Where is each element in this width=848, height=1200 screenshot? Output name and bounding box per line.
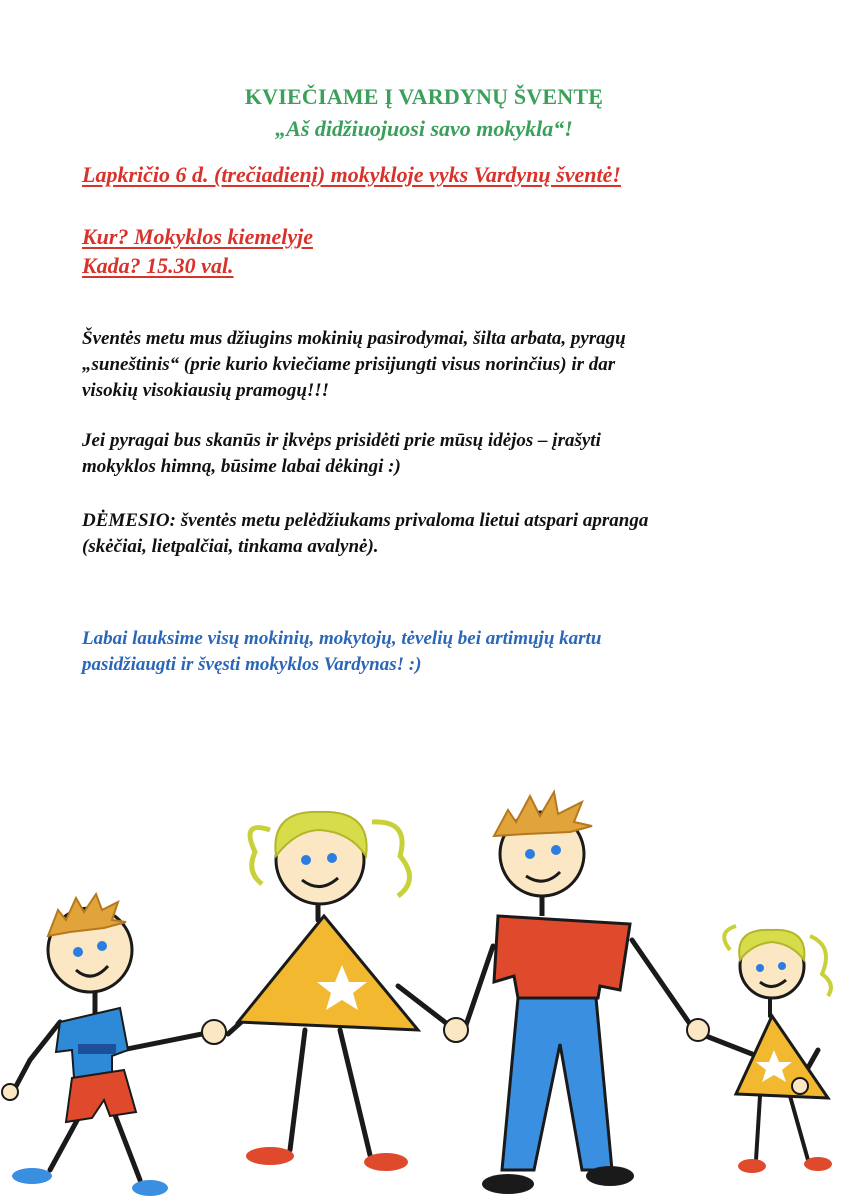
paragraph-line: DĖMESIO: šventės metu pelėdžiukams privaloma lietui atspari apranga (82, 510, 649, 531)
paragraph-line: Labai lauksime visų mokinių, mokytojų, tėvelių bei artimųjų kartu (82, 628, 602, 649)
announcement-main: Lapkričio 6 d. (trečiadienį) mokykloje vyks Vardynų šventė! (82, 162, 621, 187)
paragraph-line: (skėčiai, lietpalčiai, tinkama avalynė). (82, 536, 379, 557)
father-figure (444, 792, 634, 1194)
paragraph-line: Jei pyragai bus skanūs ir įkvėps prisidėti prie mūsų idėjos – įrašyti (82, 430, 601, 451)
paragraph-line: mokyklos himną, būsime labai dėkingi :) (82, 456, 401, 477)
title-line-2: „Aš didžiuojuosi savo mokykla“! (275, 116, 573, 141)
family-illustration (0, 760, 848, 1200)
announcement-when: Kada? 15.30 val. (82, 253, 234, 278)
paragraph-line: pasidžiaugti ir švęsti mokyklos Vardynas! :) (82, 654, 422, 675)
paragraph-attention (82, 508, 782, 560)
girl-figure (687, 926, 832, 1173)
mother-figure (202, 812, 418, 1171)
paragraph-program (82, 326, 782, 404)
paragraph-line: Šventės metu mus džiugins mokinių pasirodymai, šilta arbata, pyragų (82, 328, 626, 349)
paragraph-line: „suneštinis“ (prie kurio kviečiame prisijungti visus norinčius) ir dar (82, 354, 616, 375)
paragraph-anthem (82, 428, 782, 480)
announcement-where: Kur? Mokyklos kiemelyje (82, 224, 313, 249)
title-line-1: KVIEČIAME Į VARDYNŲ ŠVENTĘ (244, 84, 604, 109)
paragraph-line: visokių visokiausių pramogų!!! (82, 380, 330, 401)
paragraph-closing (82, 626, 782, 678)
